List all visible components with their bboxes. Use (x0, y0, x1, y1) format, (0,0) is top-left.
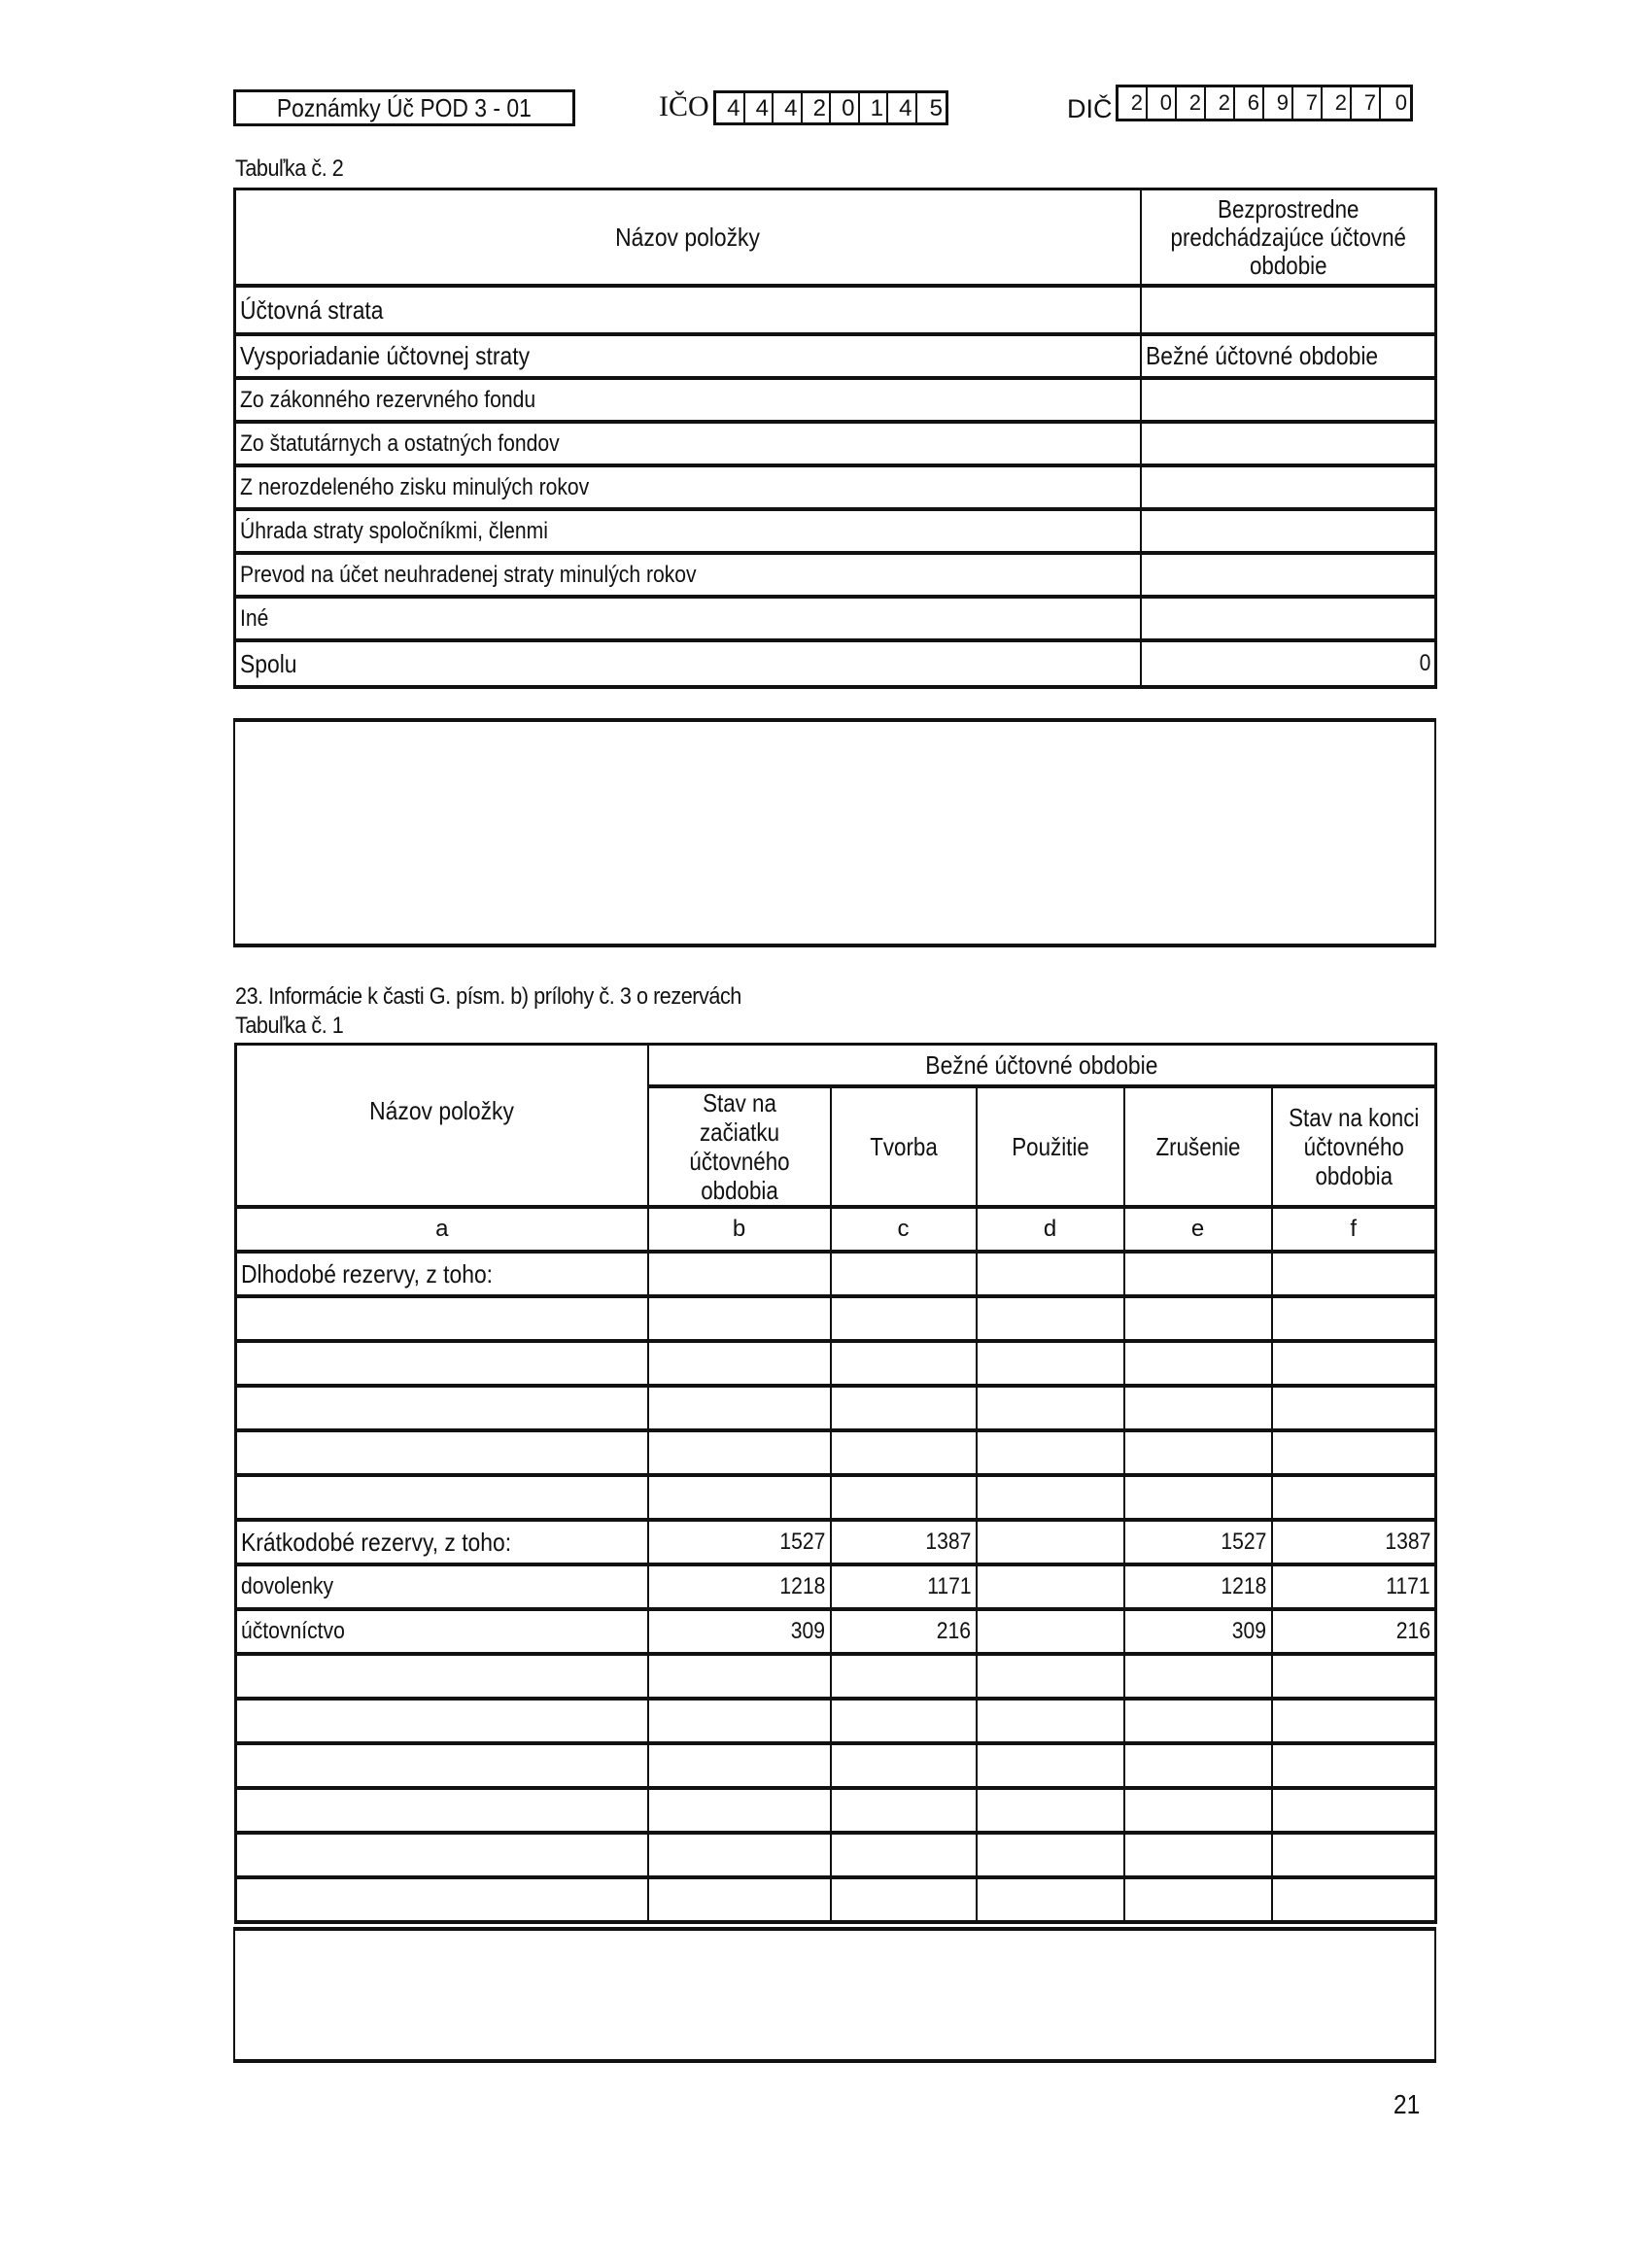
table1-row-label[interactable] (236, 1699, 648, 1743)
table1-cell-b[interactable]: 1527 (648, 1520, 831, 1564)
table1-row (236, 1788, 1436, 1833)
table1-cell-e[interactable] (1124, 1430, 1272, 1475)
table1-column-letter: d (977, 1207, 1124, 1252)
section23-title: 23. Informácie k časti G. písm. b) prílohy č. 3 o rezervách (235, 983, 741, 1010)
table1-cell-d[interactable] (977, 1296, 1124, 1341)
table2-row-value[interactable] (1141, 597, 1436, 640)
table2-caption: Tabuľka č. 2 (235, 155, 344, 182)
table2-row-label: Zo zákonného rezervného fondu (235, 378, 1141, 422)
table1-row-label: Dlhodobé rezervy, z toho: (236, 1252, 648, 1296)
table2-row-value[interactable] (1141, 378, 1436, 422)
table1-row-label: účtovníctvo (236, 1609, 648, 1654)
table1-cell-d[interactable] (977, 1475, 1124, 1520)
table1-cell-b[interactable] (648, 1654, 831, 1699)
table1-cell-c[interactable]: 1171 (831, 1564, 977, 1609)
table1-row-label[interactable] (236, 1877, 648, 1922)
ico-digit: 2 (803, 93, 832, 122)
table1-cell-f[interactable] (1272, 1341, 1436, 1386)
table1-column-header: Zrušenie (1124, 1086, 1272, 1207)
dic-digit: 7 (1293, 87, 1323, 119)
page-number: 21 (1393, 2089, 1421, 2119)
table1-cell-e[interactable]: 1527 (1124, 1520, 1272, 1564)
table1-cell-c[interactable] (831, 1743, 977, 1788)
table1-row (236, 1564, 1436, 1609)
ico-digit: 4 (888, 93, 917, 122)
table2-row (235, 334, 1436, 378)
table1-cell-b[interactable] (648, 1788, 831, 1833)
form-code-box (233, 89, 575, 126)
table1-cell-c[interactable] (831, 1833, 977, 1877)
table2-row-value[interactable]: 0 (1141, 640, 1436, 687)
dic-digit: 2 (1119, 87, 1148, 119)
table1-cell-e[interactable] (1124, 1475, 1272, 1520)
table1-column-letters-row (236, 1207, 1436, 1252)
table2-row-label: Úhrada straty spoločníkmi, členmi (235, 509, 1141, 553)
table1-cell-e[interactable]: 309 (1124, 1609, 1272, 1654)
table1-cell-e[interactable] (1124, 1296, 1272, 1341)
table1-cell-b[interactable] (648, 1430, 831, 1475)
table1-cell-c[interactable] (831, 1430, 977, 1475)
ico-label: IČO (659, 90, 709, 122)
table2-row (235, 286, 1436, 334)
table1-cell-d[interactable] (977, 1341, 1124, 1386)
table1-cell-c[interactable] (831, 1341, 977, 1386)
table2-col-name-header: Názov položky (235, 189, 1141, 287)
table2-col-current-header: Bežné účtovné obdobie (1141, 334, 1436, 378)
table1-row (236, 1699, 1436, 1743)
table1-cell-d[interactable] (977, 1877, 1124, 1922)
table1-col-name-header: Názov položky (236, 1045, 648, 1208)
table1-cell-e[interactable] (1124, 1743, 1272, 1788)
table2-row-label: Účtovná strata (235, 286, 1141, 334)
table1-row (236, 1520, 1436, 1564)
table1-cell-f[interactable] (1272, 1296, 1436, 1341)
table1-column-letter: c (831, 1207, 977, 1252)
table1-cell-b[interactable] (648, 1252, 831, 1296)
table2-row (235, 465, 1436, 509)
table1-cell-e[interactable] (1124, 1877, 1272, 1922)
table2-row-label: Prevod na účet neuhradenej straty minulých rokov (235, 553, 1141, 597)
table1-cell-d[interactable] (977, 1386, 1124, 1430)
table1-row-label[interactable] (236, 1386, 648, 1430)
table2-row (235, 378, 1436, 422)
table2-row-label: Z nerozdeleného zisku minulých rokov (235, 465, 1141, 509)
table1-column-header: Stav na konci účtovného obdobia (1272, 1086, 1436, 1207)
table1-column-letter: a (236, 1207, 648, 1252)
table2-row-label: Spolu (235, 640, 1141, 687)
table1-cell-b[interactable] (648, 1833, 831, 1877)
table1-cell-c[interactable] (831, 1252, 977, 1296)
table1-group-header-row (236, 1045, 1436, 1087)
table1-row-label: Krátkodobé rezervy, z toho: (236, 1520, 648, 1564)
table1-row (236, 1609, 1436, 1654)
table1-row (236, 1475, 1436, 1520)
ico-digit: 1 (860, 93, 889, 122)
table1-column-letter: e (1124, 1207, 1272, 1252)
ico-digit: 0 (831, 93, 860, 122)
ico-digit: 4 (716, 93, 745, 122)
table1-cell-e[interactable] (1124, 1788, 1272, 1833)
table1-cell-b[interactable] (648, 1341, 831, 1386)
table1-cell-d[interactable] (977, 1788, 1124, 1833)
table1-cell-f[interactable] (1272, 1877, 1436, 1922)
table1-cell-d[interactable] (977, 1833, 1124, 1877)
ico-digit: 4 (774, 93, 803, 122)
table2-header-row (235, 189, 1436, 287)
table2-row (235, 509, 1436, 553)
table2-row (235, 553, 1436, 597)
dic-digit: 9 (1264, 87, 1293, 119)
table2-row (235, 597, 1436, 640)
table1-cell-e[interactable] (1124, 1654, 1272, 1699)
table1-cell-b[interactable] (648, 1296, 831, 1341)
table1-cell-d[interactable] (977, 1699, 1124, 1743)
table1-cell-f[interactable] (1272, 1743, 1436, 1788)
table1-caption: Tabuľka č. 1 (235, 1013, 344, 1039)
table1-row-label[interactable] (236, 1475, 648, 1520)
table2-row-value[interactable] (1141, 422, 1436, 465)
table1-row (236, 1296, 1436, 1341)
dic-digit: 6 (1235, 87, 1264, 119)
table1-cell-e[interactable] (1124, 1833, 1272, 1877)
table1-cell-c[interactable] (831, 1877, 977, 1922)
table1-group-header: Bežné účtovné obdobie (648, 1045, 1436, 1087)
table1-cell-f[interactable]: 1387 (1272, 1520, 1436, 1564)
table2-row-label: Zo štatutárnych a ostatných fondov (235, 422, 1141, 465)
dic-digit: 2 (1206, 87, 1235, 119)
table1-row-label[interactable] (236, 1743, 648, 1788)
table1-cell-c[interactable] (831, 1296, 977, 1341)
dic-digit: 0 (1148, 87, 1177, 119)
table1-row-label[interactable] (236, 1296, 648, 1341)
table1-row (236, 1341, 1436, 1386)
table2-row (235, 422, 1436, 465)
text-box-table2-notes[interactable] (233, 718, 1436, 947)
dic-label: DIČ (1067, 94, 1113, 123)
table1-cell-b[interactable] (648, 1877, 831, 1922)
form-code: Poznámky Úč POD 3 - 01 (277, 93, 532, 122)
table1-cell-d[interactable] (977, 1520, 1124, 1564)
table2-row (235, 640, 1436, 687)
table1-reserves (234, 1043, 1437, 1924)
table1-cell-f[interactable]: 216 (1272, 1609, 1436, 1654)
table1-row (236, 1430, 1436, 1475)
table1-cell-e[interactable] (1124, 1699, 1272, 1743)
table1-cell-d[interactable] (977, 1743, 1124, 1788)
table1-row-label[interactable] (236, 1788, 648, 1833)
table2-row-value[interactable] (1141, 553, 1436, 597)
dic-digit: 7 (1352, 87, 1381, 119)
table1-row (236, 1833, 1436, 1877)
table1-cell-f[interactable] (1272, 1475, 1436, 1520)
ico-digit: 5 (929, 95, 943, 121)
table1-cell-d[interactable] (977, 1654, 1124, 1699)
table1-cell-b[interactable] (648, 1699, 831, 1743)
table2-row-value[interactable] (1141, 286, 1436, 334)
table1-row-label: dovolenky (236, 1564, 648, 1609)
table1-cell-f[interactable] (1272, 1833, 1436, 1877)
dic-digit: 2 (1323, 87, 1352, 119)
table1-row-label[interactable] (236, 1654, 648, 1699)
table2-loss-settlement (233, 188, 1437, 689)
table1-row-label[interactable] (236, 1341, 648, 1386)
text-box-table1-notes[interactable] (233, 1927, 1436, 2063)
table1-cell-c[interactable] (831, 1788, 977, 1833)
table1-cell-d[interactable] (977, 1430, 1124, 1475)
ico-digit: 4 (745, 93, 774, 122)
table1-cell-f[interactable] (1272, 1699, 1436, 1743)
table1-cell-e[interactable]: 1218 (1124, 1564, 1272, 1609)
table1-cell-b[interactable]: 309 (648, 1609, 831, 1654)
table1-cell-f[interactable] (1272, 1252, 1436, 1296)
table1-cell-b[interactable] (648, 1386, 831, 1430)
dic-digit: 2 (1177, 87, 1206, 119)
table1-cell-f[interactable] (1272, 1654, 1436, 1699)
table1-column-header: Stav na začiatku účtovného obdobia (648, 1086, 831, 1207)
table1-row (236, 1877, 1436, 1922)
table1-cell-c[interactable]: 1387 (831, 1520, 977, 1564)
table1-cell-d[interactable] (977, 1564, 1124, 1609)
table2-col-prev-header: Bezprostredne predchádzajúce účtovné obdobie (1141, 189, 1436, 287)
table1-row (236, 1654, 1436, 1699)
dic-digit: 0 (1394, 90, 1407, 115)
table1-cell-f[interactable] (1272, 1386, 1436, 1430)
table2-row-label: Vysporiadanie účtovnej straty (235, 334, 1141, 378)
table1-row (236, 1743, 1436, 1788)
table1-row (236, 1252, 1436, 1296)
table1-cell-c[interactable] (831, 1699, 977, 1743)
table1-cell-c[interactable] (831, 1654, 977, 1699)
table2-row-label: Iné (235, 597, 1141, 640)
table1-cell-f[interactable] (1272, 1788, 1436, 1833)
table2-row-value[interactable] (1141, 465, 1436, 509)
table1-cell-c[interactable] (831, 1386, 977, 1430)
table1-cell-e[interactable] (1124, 1252, 1272, 1296)
table1-column-header: Použitie (977, 1086, 1124, 1207)
table1-cell-f[interactable]: 1171 (1272, 1564, 1436, 1609)
table1-row-label[interactable] (236, 1833, 648, 1877)
table1-cell-e[interactable] (1124, 1341, 1272, 1386)
table2-row-value[interactable] (1141, 509, 1436, 553)
table1-cell-d[interactable] (977, 1609, 1124, 1654)
table1-cell-d[interactable] (977, 1252, 1124, 1296)
table1-cell-b[interactable] (648, 1743, 831, 1788)
table1-cell-c[interactable] (831, 1475, 977, 1520)
table1-cell-b[interactable]: 1218 (648, 1564, 831, 1609)
table1-column-letter: b (648, 1207, 831, 1252)
table1-column-letter: f (1272, 1207, 1436, 1252)
table1-column-header: Tvorba (831, 1086, 977, 1207)
table1-cell-e[interactable] (1124, 1386, 1272, 1430)
table1-cell-c[interactable]: 216 (831, 1609, 977, 1654)
table1-cell-b[interactable] (648, 1475, 831, 1520)
table1-row-label[interactable] (236, 1430, 648, 1475)
table1-cell-f[interactable] (1272, 1430, 1436, 1475)
ico-digit-boxes (713, 90, 948, 125)
table1-row (236, 1386, 1436, 1430)
dic-digit-boxes (1116, 85, 1413, 121)
